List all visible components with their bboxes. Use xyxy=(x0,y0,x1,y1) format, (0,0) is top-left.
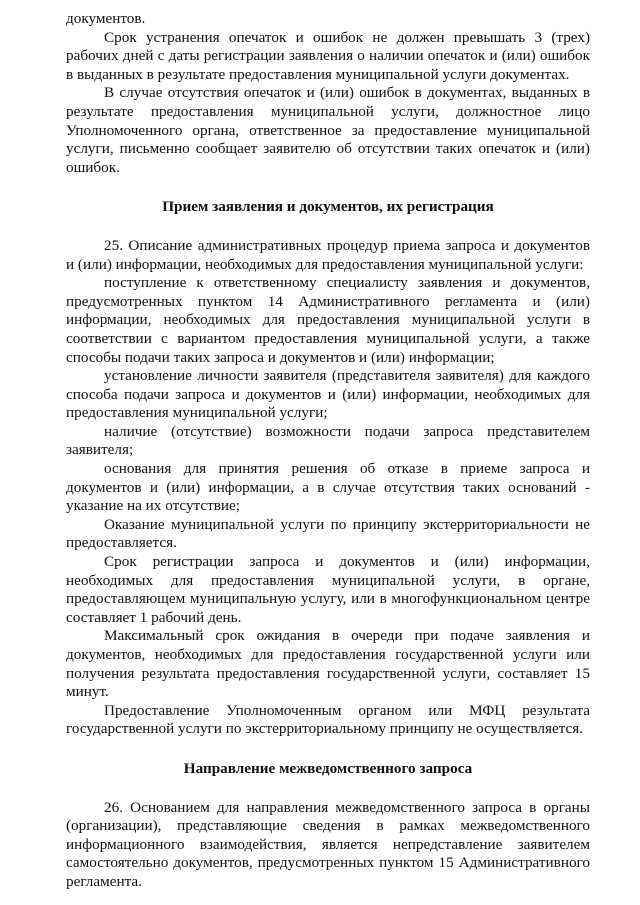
spacer xyxy=(66,779,590,799)
paragraph-typo-deadline: Срок устранения опечаток и ошибок не должен превышать 3 (трех) рабочих дней с даты регистрации заявления о наличии опечаток и (или) ошибок в выданных в результате предоставления муниципальной услуги документах. xyxy=(66,28,590,83)
paragraph-25-intro: 25. Описание административных процедур приема запроса и документов и (или) информации, необходимых для предоставления муниципальной услуги: xyxy=(66,236,590,273)
paragraph-26: 26. Основанием для направления межведомственного запроса в органы (организации), представляющие сведения в рамках межведомственного информационного взаимодействия, является непредставление заявителем самостоятельно документов, предусмотренных пунктом 15 Административного регламента. xyxy=(66,798,590,890)
spacer xyxy=(66,177,590,198)
spacer xyxy=(66,217,590,237)
paragraph-mfc-result: Предоставление Уполномоченным органом или МФЦ результата государственной услуги по экстерриториальному принципу не осуществляется. xyxy=(66,701,590,738)
document-page xyxy=(66,10,590,892)
paragraph-queue-wait: Максимальный срок ожидания в очереди при подаче заявления и документов, необходимых для предоставления государственной услуги или получения результата предоставления государственной услуги, составляет 15 минут. xyxy=(66,627,590,701)
continuation-text: документов. xyxy=(66,10,146,27)
spacer xyxy=(66,739,590,760)
section-heading-interagency: Направление межведомственного запроса xyxy=(183,759,473,777)
paragraph-25-item-2: установление личности заявителя (представителя заявителя) для каждого способа подачи запроса и документов и (или) информации, необходимых для предоставления муниципальной услуги; xyxy=(66,367,590,422)
paragraph-no-typos: В случае отсутствия опечаток и (или) ошибок в документах, выданных в результате предоставления муниципальной услуги, должностное лицо Уполномоченного органа, ответственное за предоставление муниципальной услуги, письменно сообщает заявителю об отсутствии таких опечаток и (или) ошибок. xyxy=(66,84,590,176)
paragraph-registration-term: Срок регистрации запроса и документов и (или) информации, необходимых для предоставления муниципальной услуги, в органе, предоставляющем муниципальную услугу, или в многофункциональном центре составляет 1 рабочий день. xyxy=(66,553,590,626)
paragraph-25-item-3: наличие (отсутствие) возможности подачи запроса представителем заявителя; xyxy=(66,422,590,459)
paragraph-extraterritorial: Оказание муниципальной услуги по принципу экстерриториальности не предоставляется. xyxy=(66,515,590,552)
paragraph-25-item-1: поступление к ответственному специалисту заявления и документов, предусмотренных пунктом 14 Административного регламента и (или) информации, необходимых для предоставления муниципальной услуги в соответствии с вариантом предоставления муниципальной услуги, а также способы подачи таких запроса и документов и (или) информации; xyxy=(66,274,590,366)
section-heading-reception: Прием заявления и документов, их регистрация xyxy=(162,198,494,216)
paragraph-25-item-4: основания для принятия решения об отказе в приеме запроса и документов и (или) информации, а в случае отсутствия таких оснований - указание на их отсутствие; xyxy=(66,460,590,515)
